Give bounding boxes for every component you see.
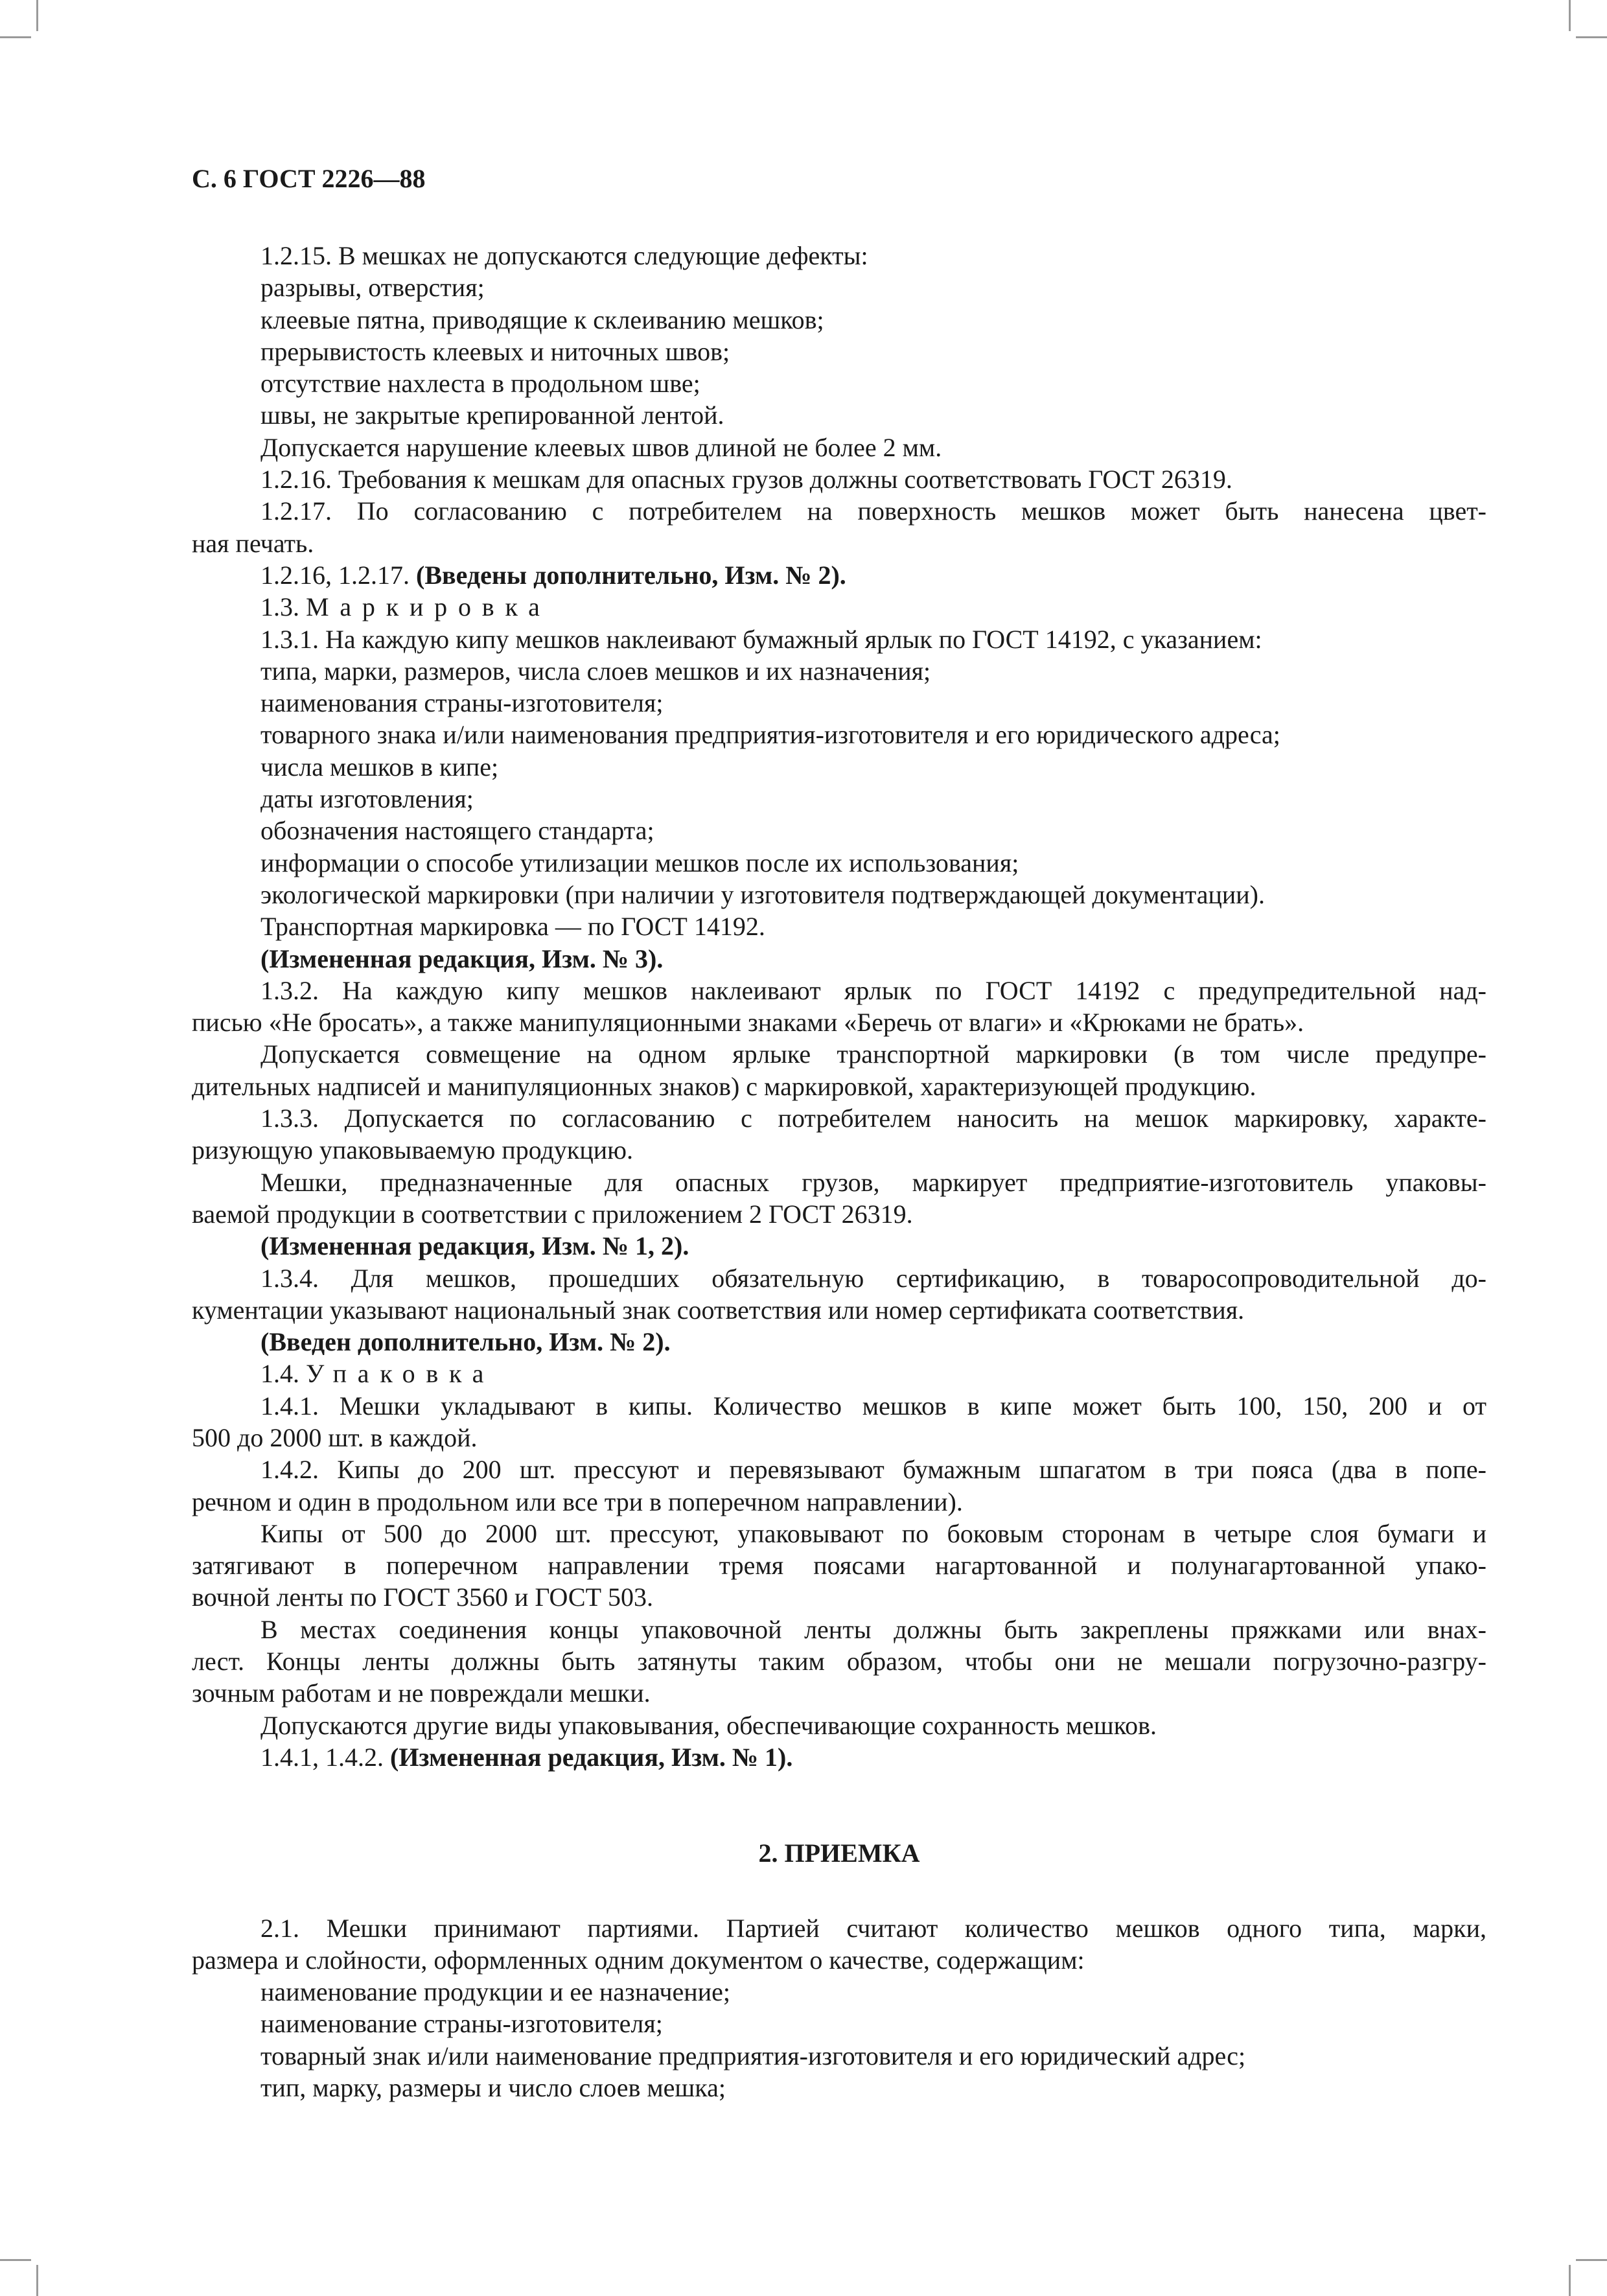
text-line <box>192 847 1486 879</box>
spaced-heading: Маркировка <box>306 592 551 622</box>
line-text: ная печать. <box>192 528 314 558</box>
text-line <box>192 336 1486 367</box>
line-text: 1.4.2. Кипы до 200 шт. прессуют и перевязывают бумажным шпагатом в три пояса (два в попе- <box>260 1455 1486 1485</box>
text-line <box>192 1677 1486 1709</box>
line-text: Допускается совмещение на одном ярлыке транспортной маркировки (в том числе предупре- <box>260 1039 1486 1069</box>
text-line <box>192 559 1486 591</box>
text-line <box>192 1102 1486 1134</box>
text-line <box>192 304 1486 336</box>
line-text: 1.4. <box>260 1359 306 1389</box>
crop-mark <box>1576 36 1607 38</box>
amendment-note: (Измененная редакция, Изм. № 3). <box>260 944 664 973</box>
text-line <box>192 815 1486 846</box>
line-text: ризующую упаковываемую продукцию. <box>192 1135 634 1165</box>
crop-mark <box>1576 2259 1607 2261</box>
amendment-note: (Измененная редакция, Изм. № 1, 2). <box>260 1231 689 1261</box>
line-text: речном и один в продольном или все три в поперечном направлении). <box>192 1487 963 1516</box>
line-text: информации о способе утилизации мешков после их использования; <box>260 848 1019 877</box>
line-text: товарный знак и/или наименование предприятия-изготовителя и его юридический адрес; <box>260 2041 1246 2070</box>
line-text: обозначения настоящего стандарта; <box>260 816 654 846</box>
text-line <box>192 495 1486 527</box>
line-text: 1.2.17. По согласованию с потребителем на поверхность мешков может быть нанесена цвет- <box>260 496 1486 526</box>
line-text: 1.2.16. Требования к мешкам для опасных грузов должны соответствовать ГОСТ 26319. <box>260 465 1232 494</box>
spacer <box>192 1870 1486 1912</box>
line-text: 1.2.16, 1.2.17. <box>260 560 416 590</box>
text-line <box>192 1912 1486 1944</box>
text-line <box>192 1518 1486 1549</box>
amendment-note: (Введены дополнительно, Изм. № 2). <box>416 560 846 590</box>
line-text: числа мешков в кипе; <box>260 752 499 782</box>
text-line <box>192 975 1486 1006</box>
text-line <box>192 591 1486 623</box>
text-line <box>192 463 1486 495</box>
spaced-heading: Упаковка <box>306 1359 495 1389</box>
text-line <box>192 1262 1486 1294</box>
line-text: Допускаются другие виды упаковывания, обеспечивающие сохранность мешков. <box>260 1710 1157 1740</box>
line-text: наименования страны-изготовителя; <box>260 688 664 718</box>
text-line <box>192 1710 1486 1741</box>
crop-mark <box>36 2265 38 2296</box>
page-header: С. 6 ГОСТ 2226—88 <box>192 164 426 193</box>
line-text: 2. ПРИЕМКА <box>758 1838 920 1868</box>
text-line <box>192 1230 1486 1262</box>
line-text: типа, марки, размеров, числа слоев мешков и их назначения; <box>260 656 931 686</box>
line-text: даты изготовления; <box>260 784 474 814</box>
line-text: кументации указывают национальный знак соответствия или номер сертификата соответствия. <box>192 1295 1245 1325</box>
line-text: ваемой продукции в соответствии с приложением 2 ГОСТ 26319. <box>192 1199 913 1229</box>
line-text: Кипы от 500 до 2000 шт. прессуют, упаковывают по боковым сторонам в четыре слоя бумаги и <box>260 1518 1486 1548</box>
line-text: 2.1. Мешки принимают партиями. Партией считают количество мешков одного типа, марки, <box>260 1913 1486 1943</box>
line-text: Допускается нарушение клеевых швов длиной не более 2 мм. <box>260 432 942 462</box>
text-line <box>192 719 1486 750</box>
line-text: наименование продукции и ее назначение; <box>260 1977 730 2007</box>
text-line <box>192 1422 1486 1454</box>
section-heading <box>192 1837 1486 1869</box>
document-body <box>192 240 1486 2104</box>
text-line <box>192 1006 1486 1038</box>
text-line <box>192 1038 1486 1070</box>
text-line <box>192 240 1486 272</box>
line-text: дительных надписей и манипуляционных знаков) с маркировкой, характеризующей продукцию. <box>192 1071 1256 1101</box>
line-text: затягивают в поперечном направлении тремя поясами нагартованной и полунагартованной упако- <box>192 1551 1486 1581</box>
text-line <box>192 1326 1486 1358</box>
spacer <box>192 1773 1486 1837</box>
text-line <box>192 910 1486 942</box>
line-text: лест. Концы ленты должны быть затянуты таким образом, чтобы они не мешали погрузочно-разгру- <box>192 1647 1486 1676</box>
text-line <box>192 1486 1486 1518</box>
text-line <box>192 879 1486 910</box>
line-text: писью «Не бросать», а также манипуляционными знаками «Беречь от влаги» и «Крюками не брать». <box>192 1008 1304 1038</box>
line-text: товарного знака и/или наименования предприятия-изготовителя и его юридического адреса; <box>260 720 1280 750</box>
line-text: 1.3.2. На каждую кипу мешков наклеивают ярлык по ГОСТ 14192 с предупредительной над- <box>260 975 1486 1005</box>
line-text: 500 до 2000 шт. в каждой. <box>192 1422 478 1452</box>
text-line <box>192 272 1486 303</box>
line-text: клеевые пятна, приводящие к склеиванию мешков; <box>260 305 824 334</box>
text-line <box>192 1645 1486 1677</box>
line-text: 1.3.4. Для мешков, прошедших обязательную сертификацию, в товаросопроводительной до- <box>260 1263 1486 1293</box>
text-line <box>192 1358 1486 1389</box>
text-line <box>192 1741 1486 1773</box>
amendment-note: (Введен дополнительно, Изм. № 2). <box>260 1327 671 1357</box>
line-text: 1.2.15. В мешках не допускаются следующие дефекты: <box>260 241 868 270</box>
text-line <box>192 1976 1486 2008</box>
line-text: прерывистость клеевых и ниточных швов; <box>260 336 730 366</box>
text-line <box>192 943 1486 975</box>
text-line <box>192 432 1486 463</box>
line-text: 1.4.1, 1.4.2. <box>260 1742 390 1772</box>
text-line <box>192 1198 1486 1230</box>
text-line <box>192 1549 1486 1581</box>
text-line <box>192 2072 1486 2104</box>
text-line <box>192 2040 1486 2072</box>
line-text: 1.3.1. На каждую кипу мешков наклеивают бумажный ярлык по ГОСТ 14192, с указанием: <box>260 624 1262 654</box>
text-line <box>192 1071 1486 1102</box>
text-line <box>192 1134 1486 1166</box>
text-line <box>192 1390 1486 1422</box>
crop-mark <box>0 36 31 38</box>
text-line <box>192 1614 1486 1645</box>
text-line <box>192 399 1486 431</box>
line-text: тип, марку, размеры и число слоев мешка; <box>260 2073 726 2103</box>
text-line <box>192 2008 1486 2039</box>
line-text: Транспортная маркировка — по ГОСТ 14192. <box>260 912 765 942</box>
line-text: 1.3.3. Допускается по согласованию с потребителем наносить на мешок маркировку, характе- <box>260 1104 1486 1133</box>
amendment-note: (Измененная редакция, Изм. № 1). <box>390 1742 793 1772</box>
text-line <box>192 687 1486 719</box>
text-line <box>192 1454 1486 1485</box>
text-line <box>192 751 1486 783</box>
crop-mark <box>1569 2265 1571 2296</box>
line-text: 1.3. <box>260 592 306 622</box>
text-line <box>192 655 1486 687</box>
text-line <box>192 1294 1486 1326</box>
line-text: швы, не закрытые крепированной лентой. <box>260 400 724 430</box>
line-text: отсутствие нахлеста в продольном шве; <box>260 369 700 399</box>
crop-mark <box>1569 0 1571 31</box>
text-line <box>192 623 1486 655</box>
line-text: размера и слойности, оформленных одним документом о качестве, содержащим: <box>192 1945 1085 1975</box>
line-text: экологической маркировки (при наличии у изготовителя подтверждающей документации). <box>260 879 1265 909</box>
text-line <box>192 367 1486 399</box>
text-line <box>192 1166 1486 1198</box>
crop-mark <box>0 2259 31 2261</box>
line-text: вочной ленты по ГОСТ 3560 и ГОСТ 503. <box>192 1583 654 1612</box>
text-line <box>192 1581 1486 1613</box>
text-line <box>192 1944 1486 1976</box>
line-text: 1.4.1. Мешки укладывают в кипы. Количество мешков в кипе может быть 100, 150, 200 и от <box>260 1391 1486 1421</box>
text-line <box>192 783 1486 815</box>
line-text: зочным работам и не повреждали мешки. <box>192 1678 651 1708</box>
line-text: В местах соединения концы упаковочной ленты должны быть закреплены пряжками или внах- <box>260 1614 1486 1644</box>
line-text: разрывы, отверстия; <box>260 273 485 303</box>
text-line <box>192 528 1486 559</box>
line-text: Мешки, предназначенные для опасных грузов, маркирует предприятие-изготовитель упаковы- <box>260 1167 1486 1197</box>
crop-mark <box>36 0 38 31</box>
line-text: наименование страны-изготовителя; <box>260 2009 663 2039</box>
